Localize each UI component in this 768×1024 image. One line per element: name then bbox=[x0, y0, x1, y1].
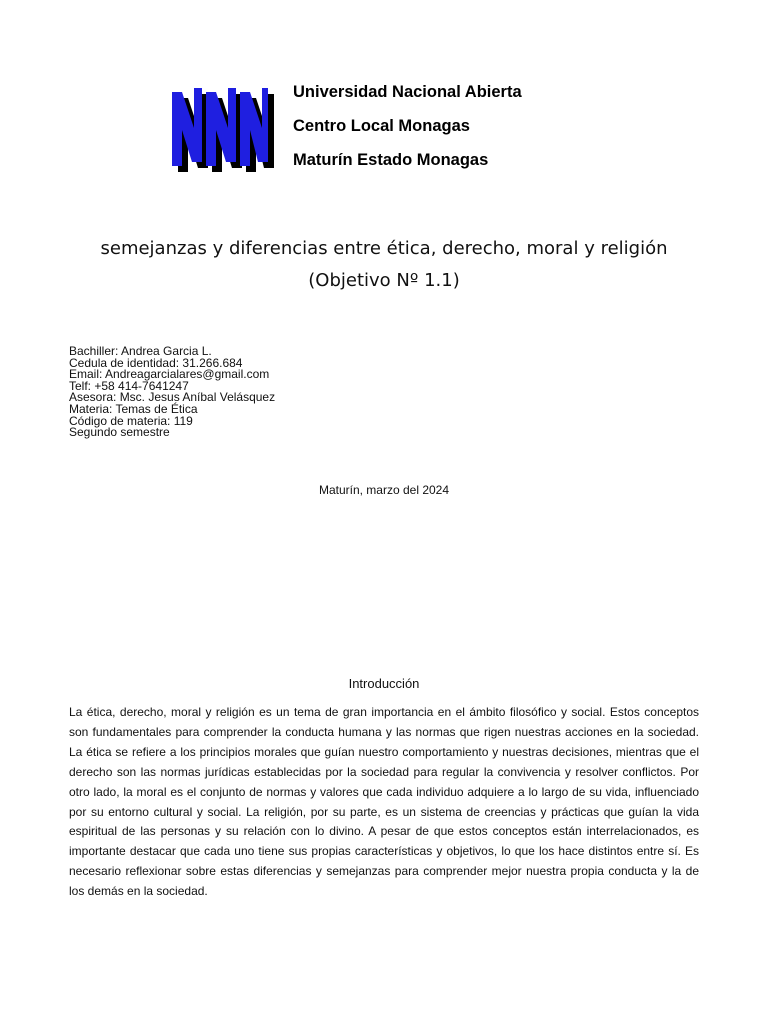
student-info-block bbox=[69, 346, 275, 439]
location-name: Maturín Estado Monagas bbox=[293, 151, 489, 169]
subject-code: Código de materia: 119 bbox=[69, 413, 193, 428]
una-logo-icon bbox=[172, 88, 274, 172]
university-name: Universidad Nacional Abierta bbox=[293, 83, 522, 101]
student-email: Email: Andreagarcialares@gmail.com bbox=[69, 367, 270, 382]
student-id: Cedula de identidad: 31.266.684 bbox=[69, 355, 243, 370]
local-center-name: Centro Local Monagas bbox=[293, 117, 470, 135]
document-title bbox=[0, 233, 768, 297]
place-date: Maturín, marzo del 2024 bbox=[318, 483, 450, 497]
introduction-heading: Introducción bbox=[348, 676, 420, 691]
title-line-1: semejanzas y diferencias entre ética, derecho, moral y religión bbox=[100, 238, 668, 259]
student-phone: Telf: +58 414-7641247 bbox=[69, 378, 189, 393]
introduction-body: La ética, derecho, moral y religión es un tema de gran importancia en el ámbito filosófico y social. Estos conceptos son fundamentales para comprender la conducta humana y las normas que rigen nuestras acciones en la sociedad. La ética se refiere a los principios morales que guían nuestro comportamiento y nuestras decisiones, mientras que el derecho son las normas jurídicas establecidas por la sociedad para regular la convivencia y resolver conflictos. Por otro lado, la moral es el conjunto de normas y valores que cada individuo adquiere a lo largo de su vida, influenciado por su entorno cultural y social. La religión, por su parte, es un sistema de creencias y prácticas que guían la vida espiritual de las personas y su relación con lo divino. A pesar de que estos conceptos están interrelacionados, es importante destacar que cada uno tiene sus propias características y objetivos, lo que los hace distintos entre sí. Es necesario reflexionar sobre estas diferencias y semejanzas para comprender mejor nuestra propia conducta y la de los demás en la sociedad. bbox=[69, 705, 699, 899]
advisor-name: Asesora: Msc. Jesus Aníbal Velásquez bbox=[69, 390, 276, 405]
student-name: Bachiller: Andrea Garcia L. bbox=[69, 344, 212, 358]
title-line-2: (Objetivo Nº 1.1) bbox=[308, 270, 460, 291]
institution-header bbox=[293, 80, 522, 182]
subject-name: Materia: Temas de Ética bbox=[69, 401, 198, 416]
semester: Segundo semestre bbox=[69, 425, 170, 440]
